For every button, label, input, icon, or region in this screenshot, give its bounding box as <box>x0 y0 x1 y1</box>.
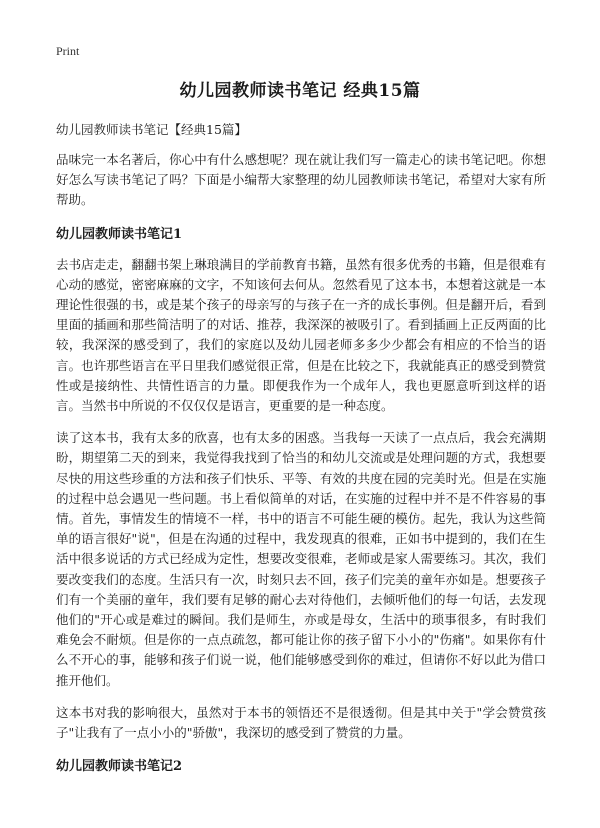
document-body <box>56 120 546 787</box>
section-heading: 幼儿园教师读书笔记1 <box>56 226 183 242</box>
section-paragraph: 这本书对我的影响很大，虽然对于本书的领悟还不是很透彻。但是其中关于"学会赞赏孩子"让我有了一点小小的"骄傲"，我深切的感受到了赞赏的力量。 <box>56 704 546 741</box>
section-paragraph: 读了这本书，我有太多的欣喜，也有太多的困惑。当我每一天读了一点点后，我会充满期盼，期望第二天的到来，我觉得我找到了恰当的和幼儿交流或是处理问题的方式，我想要尽快的用这些珍重的方法和孩子们快乐、平等、有效的共度在园的完美时光。但是在实施的过程中总会遇见一些问题。书上看似简单的对话，在实施的过程中并不是不件容易的事情。首先，事情发生的情境不一样，书中的语言不可能生硬的模仿。起先，我认为这些简单的语言很好"说"，但是在沟通的过程中，我发现真的很难，正如书中提到的，我们在生活中很多说话的方式已经成为定性，想要改变很难，老师或是家人需要练习。其次，我们要改变我们的态度。生活只有一次，时刻只去不回，孩子们完美的童年亦如是。想要孩子们有一个美丽的童年，我们要有足够的耐心去对待他们，去倾听他们的每一句话，去发现他们的"开心或是难过的瞬间。我们是师生，亦或是母女，生活中的琐事很多，有时我们难免会不耐烦。但是你的一点点疏忽，都可能让你的孩子留下小小的"伤痛"。如果你有什么不开心的事，能够和孩子们说一说，他们能够感受到你的难过，但请你不好以此为借口推开他们。 <box>56 430 546 688</box>
intro-paragraph: 品味完一本名著后，你心中有什么感想呢？现在就让我们写一篇走心的读书笔记吧。你想好怎么写读书笔记了吗？下面是小编帮大家整理的幼儿园教师读书笔记，希望对大家有所帮助。 <box>56 152 546 208</box>
print-label[interactable]: Print <box>56 44 80 58</box>
document-title: 幼儿园教师读书笔记 经典15篇 <box>179 81 421 101</box>
section-paragraph: 去书店走走，翻翻书架上琳琅满目的学前教育书籍，虽然有很多优秀的书籍，但是很难有心动的感觉，密密麻麻的文字，不知该何去何从。忽然看见了这本书，本想着这就是一本理论性很强的书，或是某个孩子的母亲写的与孩子在一齐的成长事例。但是翻开后，看到里面的插画和那些简洁明了的对话、推荐，我深深的被吸引了。看到插画上正反两面的比较，我深深的感受到了，我们的家庭以及幼儿园老师多多少少都会有相应的不恰当的语言。也许那些语言在平日里我们感觉很正常，但是在比较之下，我就能真正的感受到赞赏性或是接纳性、共情性语言的力量。即便我作为一个成年人，我也更愿意听到这样的语言。当然书中所说的不仅仅仅是语言，更重要的是一种态度。 <box>56 256 546 414</box>
section-heading: 幼儿园教师读书笔记2 <box>56 759 183 775</box>
document-subtitle: 幼儿园教师读书笔记【经典15篇】 <box>56 122 247 137</box>
